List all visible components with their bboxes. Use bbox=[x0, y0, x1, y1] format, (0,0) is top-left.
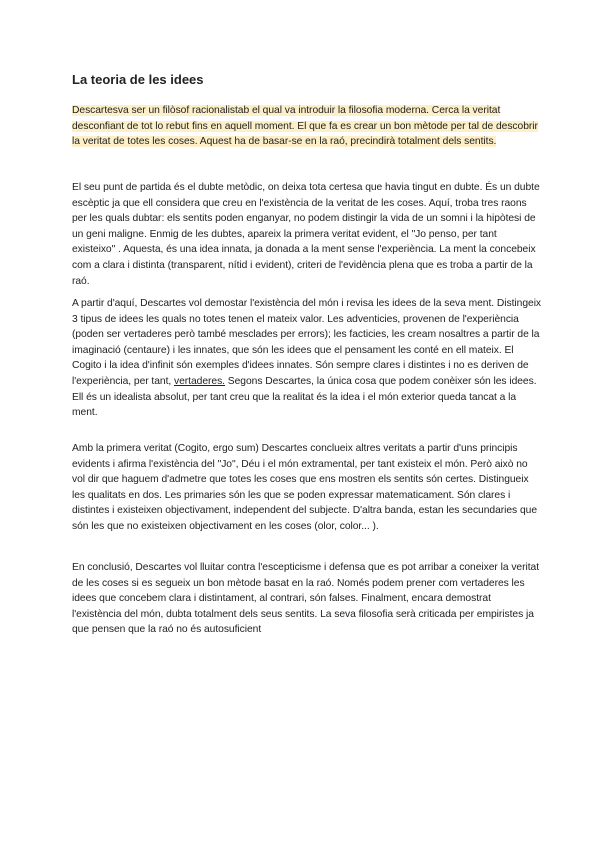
paragraph-methodic-doubt: El seu punt de partida és el dubte metòdic, on deixa tota certesa que havia tingut en dubte. És un dubte escèptic ja que ell considera que creu en l'existència de la veritat de les coses. Aquí, troba tres raons per les quals dubtar: els sentits poden enganyar, no podem distingir la vida de un somni i la hipòtesi de un geni maligne. Enmig de les dubtes, apareix la primera veritat evident, el "Jo penso, per tant existeixo" . Aquesta, és una idea innata, ja donada a la ment sense l'experiència. La ment la concebeix com a clara i distinta (transparent, nítid i evident), criteri de l'evidència plena que es troba a partir de la raó. bbox=[72, 182, 540, 287]
document-title: La teoria de les idees bbox=[72, 72, 204, 87]
paragraph-ideas-text-2: Segons Descartes, la única cosa que podem conèixer són les idees. Ell és un idealista absolut, per tant creu que la realitat és la idea i el món exterior queda tancat a la ment. bbox=[72, 375, 537, 419]
paragraph-intro bbox=[72, 103, 542, 150]
paragraph-truths: Amb la primera veritat (Cogito, ergo sum) Descartes conclueix altres veritats a partir d'uns principis evidents i afirma l'existència del "Jo", Déu i el món extramental, per tant existeix el món. Però això no vol dir que haguem d'admetre que totes les coses que ens mostren els sentits són certes. Distingueix les qualitats en dos. Les primaries són les que se poden expressar matematicament. Són clares i distintes i existeixen objectivament, independent del subjecte. D'altra banda, estan les secundaries que són les que no existeixen objectivament en les coses (olor, color... ). bbox=[72, 443, 537, 532]
highlighted-text: Descartesva ser un filòsof racionalistab el qual va introduir la filosofia moderna. Cerca la veritat desconfiant de tot lo rebut fins en aquell moment. El que fa es crear un bon mètode per tal de descobrir la veritat de totes les coses. Aquest ha de basar-se en la raó, precindirà totalment dels sentits. bbox=[72, 105, 538, 148]
paragraph-conclusion: En conclusió, Descartes vol lluitar contra l'escepticisme i defensa que es pot arribar a coneixer la veritat de les coses si es segueix un bon mètode basat en la raó. Només podem prener com vertaderes les idees que concebem clara i distintament, al contrari, són falses. Finalment, encara demostrat l'existència del món, dubta totalment dels seus sentits. La seva filosofia serà criticada per empiristes ja que pensen que la raó no és autosuficient bbox=[72, 562, 540, 636]
paragraph-ideas bbox=[72, 296, 542, 421]
paragraph-ideas-text-1: A partir d'aquí, Descartes vol demostar l'existència del món i revisa les idees de la seva ment. Distingeix 3 tipus de idees les quals no totes tenen el mateix valor. Les adventicies, provenen de l'experiència (poden ser vertaderes però també mesclades per errors); les facticies, les cream nosaltres a partir de la imaginació (centaure) i les innates, que són les idees que el pensament les conté en ell mateix. El Cogito i la idea d'infinit són exemples d'idees innates. Són sempre clares i distintes i no es deriven de l'experiència, per tant, bbox=[72, 298, 542, 387]
underlined-word: vertaderes. bbox=[174, 375, 225, 387]
